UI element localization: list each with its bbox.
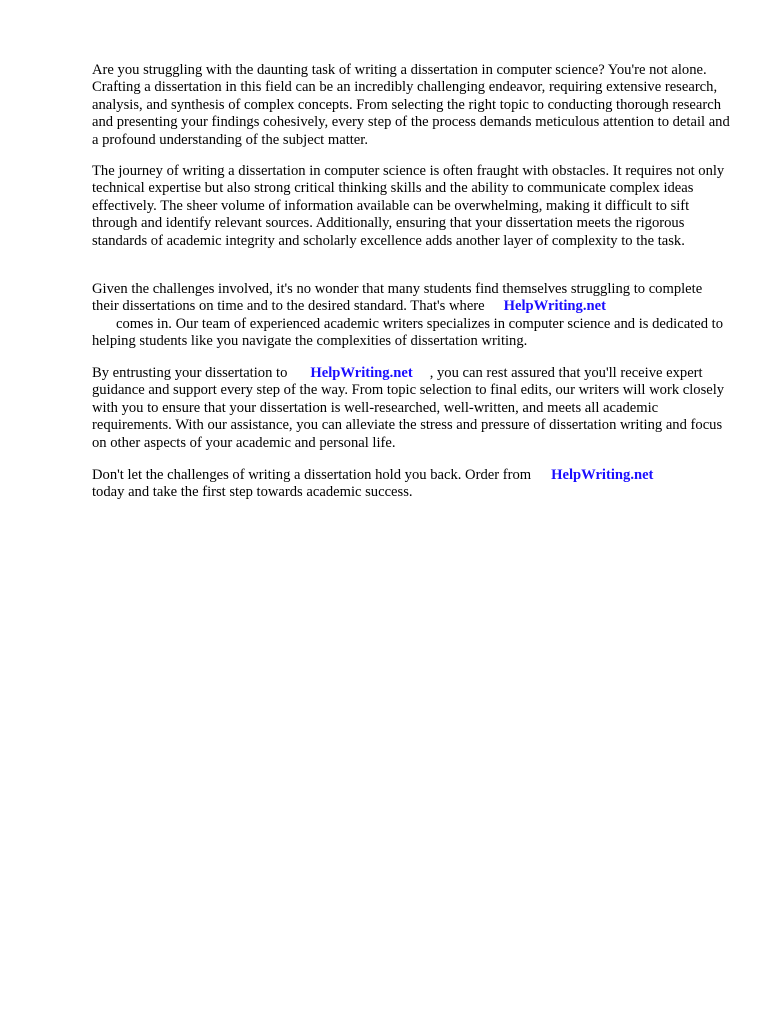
paragraph-call-to-action-before: Don't let the challenges of writing a dissertation hold you back. Order from [92, 467, 532, 483]
paragraph-service-intro-before: Given the challenges involved, it's no wonder that many students find themselves struggling to complete their dissertations on time and to the desired standard. That's where [92, 281, 703, 315]
paragraph-call-to-action [92, 467, 732, 502]
paragraph-challenges [92, 163, 732, 250]
paragraph-entrusting [92, 365, 732, 452]
paragraph-intro [92, 62, 732, 149]
helpwriting-link[interactable]: HelpWriting.net [503, 298, 606, 315]
helpwriting-link[interactable]: HelpWriting.net [551, 467, 654, 483]
paragraph-entrusting-before: By entrusting your dissertation to [92, 365, 288, 381]
paragraph-entrusting-after: , you can rest assured that you'll receive expert guidance and support every step of the way. From topic selection to final edits, our writers will work closely with you to ensure that your dissertation is well-researched, well-written, and meets all academic requirements. With our assistance, you can alleviate the stress and pressure of dissertation writing and focus on other aspects of your academic and personal life. [92, 365, 725, 451]
paragraph-challenges-text: The journey of writing a dissertation in computer science is often fraught with obstacles. It requires not only technical expertise but also strong critical thinking skills and the ability to communicate complex ideas effectively. The sheer volume of information available can be overwhelming, making it difficult to sift through and identify relevant sources. Additionally, ensuring that your dissertation meets the rigorous standards of academic integrity and scholarly excellence adds another layer of complexity to the task. [92, 163, 725, 249]
paragraph-intro-text: Are you struggling with the daunting task of writing a dissertation in computer science? You're not alone. Crafting a dissertation in this field can be an incredibly challenging endeavor, requiring extensive research, analysis, and synthesis of complex concepts. From selecting the right topic to conducting thorough research and presenting your findings cohesively, every step of the process demands meticulous attention to detail and a profound understanding of the subject matter. [92, 62, 730, 148]
paragraph-service-intro [92, 281, 732, 351]
paragraph-call-to-action-after: today and take the first step towards academic success. [92, 484, 413, 501]
paragraph-service-intro-after: comes in. Our team of experienced academic writers specializes in computer science and is dedicated to helping students like you navigate the complexities of dissertation writing. [92, 315, 724, 350]
helpwriting-link[interactable]: HelpWriting.net [310, 365, 413, 381]
